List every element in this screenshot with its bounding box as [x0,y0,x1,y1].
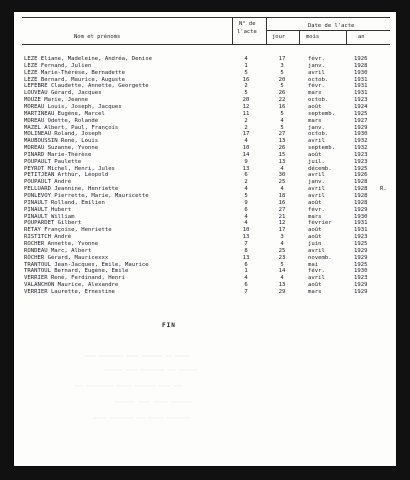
entry-year: 1932 [354,138,368,145]
entry-day: 27 [278,206,286,213]
entry-number: 6 [244,261,248,268]
entry-name: LEZE Eliane, Madeleine, Andréa, Denise [24,56,152,62]
table-row [14,207,396,214]
year-header: an [358,34,365,40]
entry-month: février [308,220,332,227]
entry-name: PINAULT Rolland, Emilien [24,199,105,206]
entry-day: 3 [280,62,284,69]
entry-year: 1930 [354,69,368,76]
entry-year: 1925 [354,240,368,247]
entry-number: 6 [244,172,248,179]
table-row [14,152,396,159]
entry-number: 6 [244,282,248,289]
entry-number: 13 [242,254,250,261]
table-row [14,179,396,186]
entry-name: PONLEVOY Pierrette, Marie, Mauricette [24,193,149,199]
entry-month: janv. [308,124,325,131]
entry-day: 20 [278,76,286,83]
table-row [14,63,396,70]
month-header: mois [306,34,320,40]
entry-year: 1925 [354,261,368,268]
entry-year: 1930 [354,213,368,220]
entry-number: 8 [244,247,248,254]
table-row [14,282,396,289]
entry-number: 13 [242,165,250,172]
entry-day: 29 [278,288,286,295]
entry-month: août [308,199,322,206]
entry-name: MOREAU Suzanne, Yvonne [24,145,99,152]
entry-year: 1929 [354,254,368,261]
entry-number: 9 [244,199,248,206]
entry-name: VERRIER Laurette, Ernestine [24,288,115,295]
entry-name: TRANTOUL Bernard, Eugène, Emile [24,268,129,275]
entry-day: 16 [278,199,286,206]
entry-month: juil. [308,158,325,165]
entry-day: 16 [278,103,286,110]
entry-year: 1931 [354,220,368,227]
header-top-rule [22,17,390,18]
entry-day: 3 [280,234,284,241]
entry-day: 5 [280,69,284,76]
entry-day: 22 [278,97,286,104]
table-row [14,145,396,152]
entry-day: 4 [280,240,284,247]
entry-month: juin [308,240,322,247]
entry-day: 5 [280,261,284,268]
entry-month: août [308,227,322,234]
entry-name: PEYROT Michel, Henri, Jules [24,165,115,172]
entry-number: 4 [244,186,248,193]
entry-name: MOLINEAU Roland, Joseph [24,131,102,138]
table-row [14,214,396,221]
entry-name: LEFEBRE Claudette, Annette, Georgette [24,83,149,90]
entry-name: MOUZE Marie, Jeanne [24,97,88,104]
entry-month: août [308,151,322,158]
entry-number: 2 [244,124,248,131]
entry-year: 1928 [354,193,368,199]
entry-year: 1929 [354,247,368,254]
entry-number: 4 [244,138,248,145]
entry-month: avril [308,193,325,199]
table-row [14,125,396,132]
entry-number: 10 [242,145,250,152]
entry-day: 4 [280,186,284,193]
entry-year: 1927 [354,117,368,124]
entry-year: 1925 [354,165,368,172]
entry-year: 1926 [354,172,368,179]
entry-day: 23 [278,254,286,261]
entry-month: août [308,103,322,110]
entry-name: RETAY Françoise, Henriette [24,227,112,234]
entry-day: 4 [280,117,284,124]
entry-name: PINARD Marie-Thérèse [24,151,92,158]
day-header: jour [272,34,286,40]
entry-number: 6 [244,206,248,213]
entry-day: 26 [278,90,286,97]
entry-name: POUPAULT André [24,179,72,186]
entry-name: POUPAULT Paulette [24,158,82,165]
entry-month: octob. [308,76,329,83]
entry-month: janv. [308,179,325,186]
entry-number: 4 [244,220,248,227]
entry-month: févr. [308,206,325,213]
table-row [14,255,396,262]
col-divider [266,17,267,45]
entry-month: avril [308,275,325,282]
entry-year: 1929 [354,288,368,295]
entry-mark: R. [380,186,387,193]
date-header: Date de l'acte [308,23,355,29]
table-row [14,220,396,227]
entry-month: mars [308,90,322,97]
entry-year: 1925 [354,110,368,117]
entry-month: avril [308,186,325,193]
number-header-line1: N° de [239,21,256,27]
entry-year: 1928 [354,62,368,69]
entry-year: 1931 [354,90,368,97]
table-row [14,289,396,296]
entry-name: PELLUARD Jeannine, Henriette [24,186,119,193]
end-marker: FIN [162,322,176,329]
table-row [14,248,396,255]
entry-day: 25 [278,179,286,186]
entry-year: 1931 [354,76,368,83]
number-header-line2: l'acte [237,29,257,35]
entry-name: TRANTOUL Jean-Jacques, Emile, Maurice [24,261,149,268]
entry-number: 16 [242,76,250,83]
document-page [14,12,396,466]
entry-year: 1930 [354,131,368,138]
entry-month: août [308,234,322,241]
entry-year: 1923 [354,151,368,158]
entry-number: 12 [242,103,250,110]
bleed-through: ~~~~ ~~~~~~~~ ~~~~ ~~~~~~~ ~~ ~~~~~ [84,354,190,360]
entry-month: mars [308,213,322,220]
entry-number: 14 [242,151,250,158]
entry-month: avril [308,138,325,145]
entry-month: févr. [308,56,325,62]
entry-day: 27 [278,131,286,138]
entry-day: 13 [278,158,286,165]
bleed-through: ~~~ ~~~~~~~~~ ~~~~~ ~~~~~~~ ~~~~ ~~~ [74,384,183,390]
entry-name: MOREAU Odette, Rolande [24,117,99,124]
entry-month: novemb. [308,254,332,261]
entry-name: PETITJEAN Arthur, Léopold [24,172,109,179]
table-row [14,193,396,200]
entry-number: 5 [244,90,248,97]
table-row [14,159,396,166]
entry-day: 13 [278,138,286,145]
entry-number: 4 [244,213,248,220]
table-row [14,234,396,241]
table-row [14,97,396,104]
entry-number: 7 [244,288,248,295]
entry-number: 1 [244,62,248,69]
entry-month: septemb. [308,145,335,152]
entry-name: LEZE Fernand, Julien [24,62,92,69]
entry-name: LEZE Bernard, Maurice, Auguste [24,76,126,83]
entry-month: octob. [308,131,329,138]
entry-number: 5 [244,193,248,199]
entry-number: 2 [244,179,248,186]
entry-name: PINAULT Hubert [24,206,72,213]
entry-name: MAUBOUSSIN René, Louis [24,138,99,145]
entry-month: mai [308,261,319,268]
entry-year: 1931 [354,83,368,90]
entry-name: MAZEL Albert, Paul, François [24,124,119,131]
bleed-through: ~~~~~~ ~~~~ ~~~~~~~~ ~~~ ~~~~~~ [104,368,198,374]
table-row [14,172,396,179]
entry-day: 5 [280,124,284,131]
entry-month: avril [308,247,325,254]
entry-year: 1923 [354,97,368,104]
entry-year: 1931 [354,227,368,234]
entry-name: ROCHER Annette, Yvonne [24,240,99,247]
date-sub-rule [266,30,390,31]
entry-number: 2 [244,83,248,90]
entry-number: 13 [242,234,250,241]
entry-name: LEZE Marie-Thérèse, Bernadette [24,69,126,76]
entry-day: 17 [278,56,286,62]
entry-day: 17 [278,227,286,234]
entry-month: décemb. [308,165,332,172]
entry-name: RONDEAU Marc, Albert [24,247,92,254]
table-row [14,70,396,77]
entry-month: mars [308,288,322,295]
entry-name: ROCHER Gérard, Mauricexxx [24,254,109,261]
entry-number: 11 [242,110,250,117]
entry-day: 4 [280,275,284,282]
entry-month: mars [308,117,322,124]
entry-number: 20 [242,97,250,104]
entry-month: févr. [308,268,325,275]
entry-month: janv. [308,62,325,69]
entry-year: 1932 [354,145,368,152]
table-row [14,138,396,145]
entry-number: 4 [244,275,248,282]
entry-number: 10 [242,227,250,234]
entry-day: 13 [278,282,286,289]
name-header: Nom et prénoms [74,34,121,40]
entry-day: 18 [278,193,286,199]
table-row [14,90,396,97]
table-row [14,227,396,234]
table-row [14,118,396,125]
entry-day: 5 [280,110,284,117]
entry-year: 1923 [354,275,368,282]
entry-day: 26 [278,145,286,152]
entry-name: MARTINEAU Eugène, Marcel [24,110,105,117]
entry-year: 1926 [354,56,368,62]
table-row [14,200,396,207]
table-row [14,241,396,248]
entry-day: 4 [280,165,284,172]
entry-name: POUPARDET Gilbert [24,220,82,227]
entry-year: 1929 [354,282,368,289]
table-row [14,56,396,63]
table-row [14,275,396,282]
entry-number: 2 [244,117,248,124]
entry-month: févr. [308,83,325,90]
col-divider [299,30,300,45]
entry-name: LOUVEAU Gérard, Jacques [24,90,102,97]
entry-number: 5 [244,69,248,76]
entry-month: août [308,282,322,289]
entry-name: RISTITCH André [24,234,72,241]
entry-month: septemb. [308,110,335,117]
entry-year: 1928 [354,186,368,193]
entry-day: 15 [278,151,286,158]
entry-day: 30 [278,172,286,179]
entry-day: 14 [278,268,286,275]
entry-day: 25 [278,247,286,254]
entry-year: 1929 [354,206,368,213]
entry-day: 21 [278,213,286,220]
col-divider [346,30,347,45]
entry-year: 1930 [354,268,368,275]
entry-number: 1 [244,268,248,275]
entry-month: avril [308,172,325,179]
bleed-through: ~~~~~~~ ~~~~ ~~~~~ ~~~~~~~ [114,400,193,406]
entry-number: 9 [244,158,248,165]
header-bottom-rule [22,44,390,45]
entry-number: 4 [244,56,248,62]
entry-year: 1928 [354,199,368,206]
entry-month: avril [308,69,325,76]
table-row [14,77,396,84]
entry-year: 1923 [354,158,368,165]
entry-name: VERRIER René, Ferdinand, Henri [24,275,126,282]
entry-year: 1928 [354,179,368,186]
entry-number: 17 [242,131,250,138]
entry-name: VALANCHON Maurice, Alexandre [24,282,119,289]
entry-year: 1929 [354,124,368,131]
entry-day: 5 [280,83,284,90]
entry-number: 7 [244,240,248,247]
entry-day: 12 [278,220,286,227]
table-row [14,186,396,193]
entry-month: octob. [308,97,329,104]
table-row [14,104,396,111]
entry-name: PINAULT William [24,213,75,220]
bleed-through: ~~~~ ~~~~~~~~ ~~~ ~~~~~ ~~~~~~~~ [94,416,191,422]
entry-year: 1923 [354,234,368,241]
entry-name: MOREAU Louis, Joseph, Jacques [24,103,122,110]
col-divider [232,17,233,45]
table-row [14,111,396,118]
entry-year: 1924 [354,103,368,110]
